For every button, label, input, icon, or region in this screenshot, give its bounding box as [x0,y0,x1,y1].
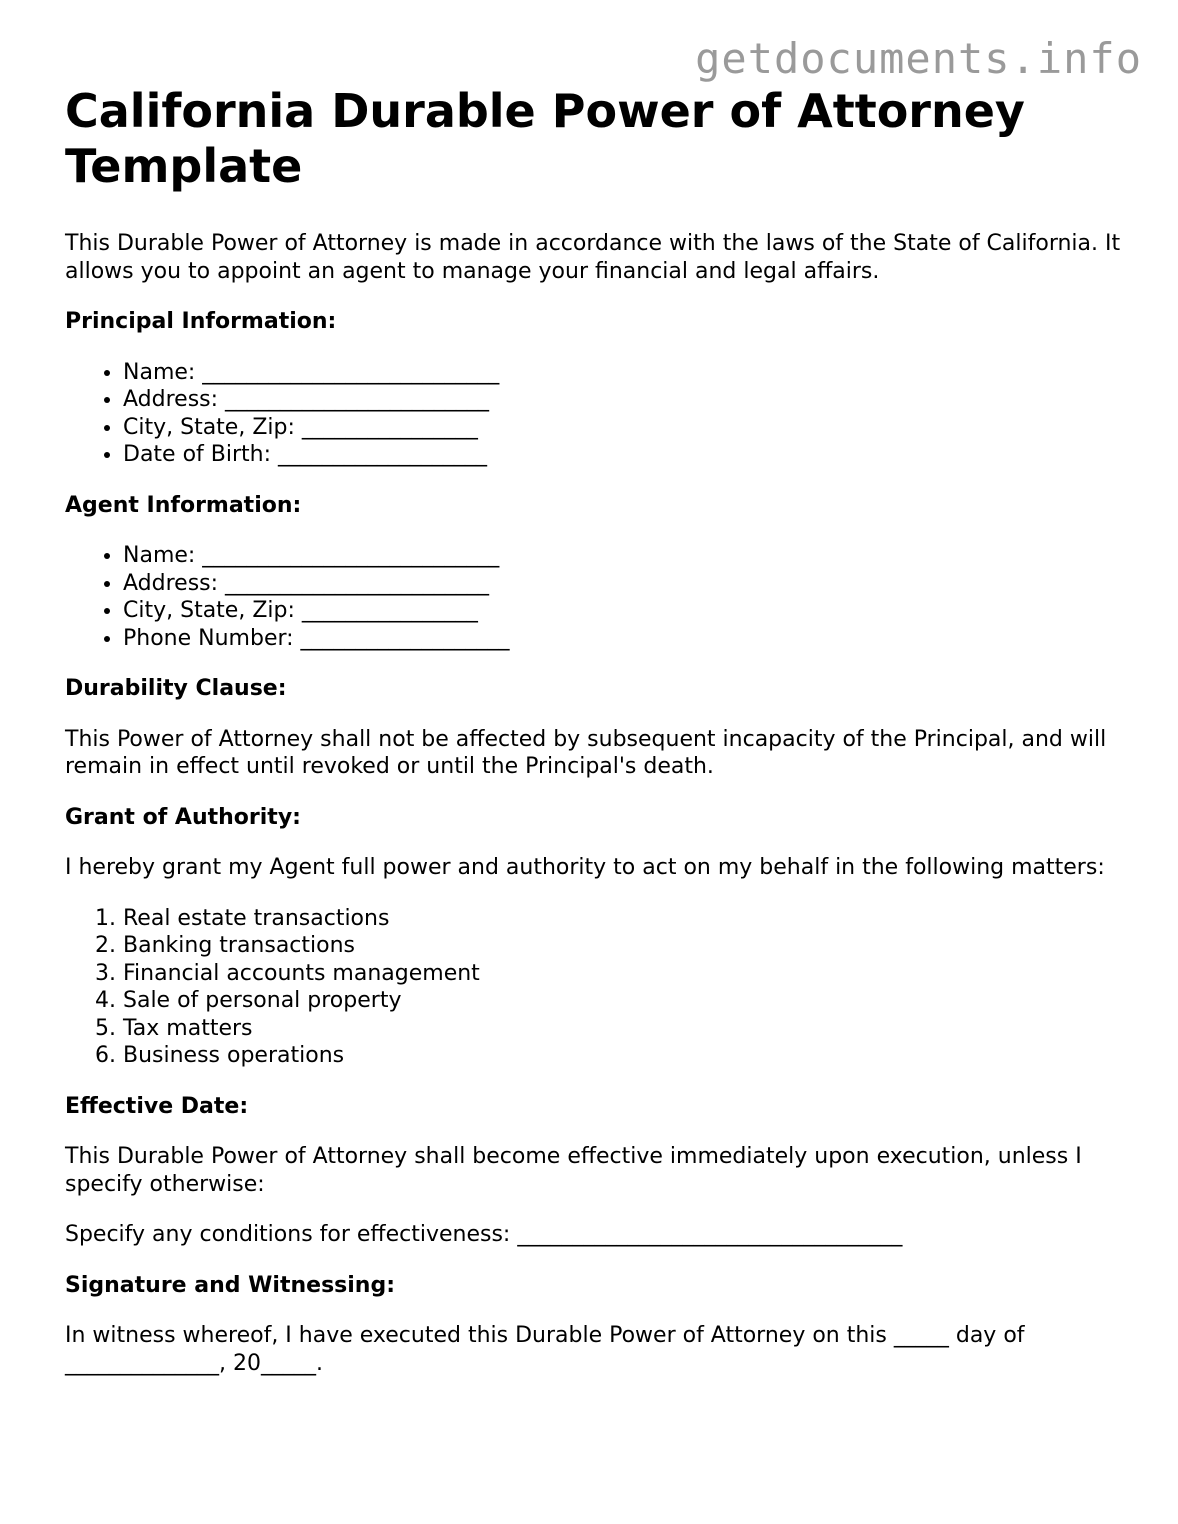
principal-name-field: • Name: ___________________________ [123,359,1125,387]
effective-date-heading: Effective Date: [65,1093,249,1119]
authority-text: I hereby grant my Agent full power and authority to act on my behalf in the following matters: [65,855,1105,880]
principal-date-of-birth-field: • Date of Birth: ___________________ [123,441,1125,469]
agent-address-field: • Address: ________________________ [123,570,1125,598]
principal-heading: Principal Information: [65,309,337,334]
agent-phone-number-field: • Phone Number: ___________________ [123,625,1125,653]
intro-paragraph: This Durable Power of Attorney is made in accordance with the laws of the State of California. It allows you to appoint an agent to manage your financial and legal affairs. [65,231,1121,284]
authority-item: 5. Tax matters [123,1015,1125,1043]
agent-heading: Agent Information: [65,492,302,518]
principal-fields-list [65,359,1125,469]
authority-item: 3. Financial accounts management [123,960,1125,988]
principal-city-state-zip-field: • City, State, Zip: ________________ [123,414,1125,442]
page-title: California Durable Power of Attorney Template [65,84,1025,193]
durability-text: This Power of Attorney shall not be affected by subsequent incapacity of the Principal, and will remain in effect until revoked or until the Principal's death. [65,726,1107,779]
signature-heading: Signature and Witnessing: [65,1272,396,1298]
agent-fields-list [65,542,1125,652]
authority-item: 1. Real estate transactions [123,905,1125,933]
authority-matters-list [65,905,1125,1070]
authority-item: 4. Sale of personal property [123,987,1125,1015]
document-page [65,84,1125,1377]
effective-date-text: This Durable Power of Attorney shall become effective immediately upon execution, unless I specify otherwise: [65,1144,1082,1197]
agent-name-field: • Name: ___________________________ [123,542,1125,570]
authority-heading: Grant of Authority: [65,804,301,830]
signature-text: In witness whereof, I have executed this Durable Power of Attorney on this _____ day of ______________, 20_____. [65,1323,1025,1376]
effective-conditions-field: Specify any conditions for effectiveness: ___________________________________ [65,1222,903,1247]
watermark: getdocuments.info [695,34,1142,83]
principal-address-field: • Address: ________________________ [123,386,1125,414]
durability-heading: Durability Clause: [65,676,287,701]
agent-city-state-zip-field: • City, State, Zip: ________________ [123,597,1125,625]
authority-item: 6. Business operations [123,1042,1125,1070]
authority-item: 2. Banking transactions [123,932,1125,960]
